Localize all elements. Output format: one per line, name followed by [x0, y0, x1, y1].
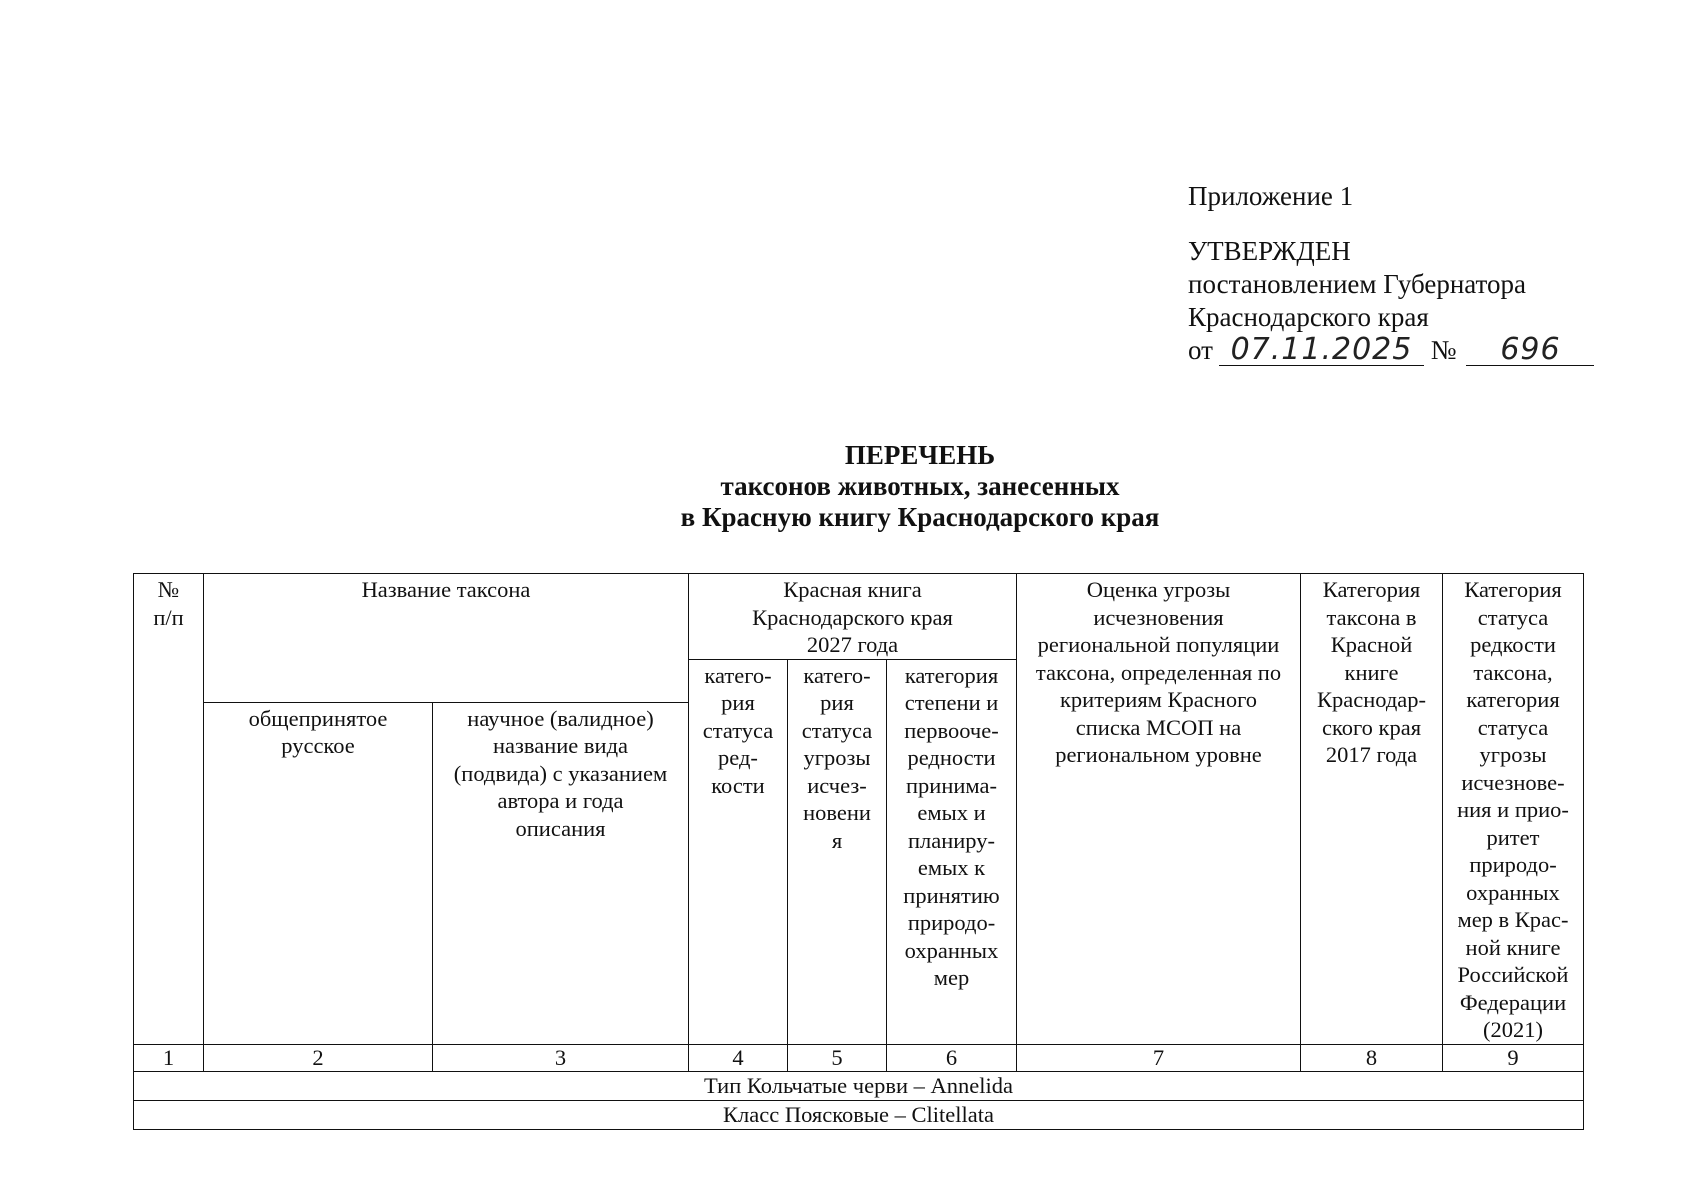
document-title — [520, 440, 1320, 533]
approved-region-line: Краснодарского края — [1188, 302, 1429, 332]
header-threat-category: катего- рия статуса угрозы исчез- новени я — [788, 659, 887, 1044]
approval-block — [1188, 180, 1594, 367]
approved-by-line: постановлением Губернатора — [1188, 269, 1526, 299]
column-number: 9 — [1443, 1044, 1584, 1071]
header-scientific-name: научное (валидное) название вида (подвида) с указанием автора и года описания — [433, 702, 689, 1044]
header-common-russian-name: общепринятое русское — [204, 702, 433, 1044]
header-category-2017: Категория таксона в Красной книге Краснодар- ского края 2017 года — [1301, 574, 1443, 1045]
number-sign: № — [1430, 335, 1457, 365]
title-line-1: ПЕРЕЧЕНЬ — [844, 440, 996, 470]
handwritten-number: 696 — [1466, 335, 1594, 366]
header-red-book-2027: Красная книга Краснодарского края 2027 года — [689, 574, 1017, 660]
header-row-number: № п/п — [134, 574, 204, 1045]
title-line-2: таксонов животных, занесенных — [720, 471, 1120, 501]
column-number: 5 — [788, 1044, 887, 1071]
section-type-annelida: Тип Кольчатые черви – Annelida — [134, 1071, 1584, 1100]
column-number: 8 — [1301, 1044, 1443, 1071]
approved-label: УТВЕРЖДЕН — [1188, 236, 1351, 266]
column-number: 7 — [1017, 1044, 1301, 1071]
column-number-row — [134, 1044, 1584, 1071]
section-class-clitellata: Класс Поясковые – Clitellata — [134, 1100, 1584, 1129]
header-priority-category: категория степени и первооче- редности принима- емых и планиру- емых к принятию природо- охранных мер — [887, 659, 1017, 1044]
column-number: 1 — [134, 1044, 204, 1071]
title-line-3: в Красную книгу Краснодарского края — [680, 502, 1160, 532]
header-iucn-assessment: Оценка угрозы исчезновения региональной популяции таксона, определенная по критериям Красного списка МСОП на региональном уровне — [1017, 574, 1301, 1045]
column-number: 2 — [204, 1044, 433, 1071]
appendix-label: Приложение 1 — [1188, 181, 1354, 211]
column-number: 3 — [433, 1044, 689, 1071]
column-number: 4 — [689, 1044, 788, 1071]
approval-date-line — [1188, 334, 1594, 367]
taxa-register-table — [133, 573, 1584, 1130]
header-category-rf-2021: Категория статуса редкости таксона, категория статуса угрозы исчезнове- ния и прио- ритет природо- охранных мер в Крас- ной книге Российской Федерации (2021) — [1443, 574, 1584, 1045]
section-row — [134, 1100, 1584, 1129]
column-number: 6 — [887, 1044, 1017, 1071]
handwritten-date: 07.11.2025 — [1219, 335, 1424, 366]
header-rarity-category: катего- рия статуса ред- кости — [689, 659, 788, 1044]
header-taxon-name: Название таксона — [204, 574, 689, 703]
date-prefix: от — [1188, 335, 1213, 365]
section-row — [134, 1071, 1584, 1100]
